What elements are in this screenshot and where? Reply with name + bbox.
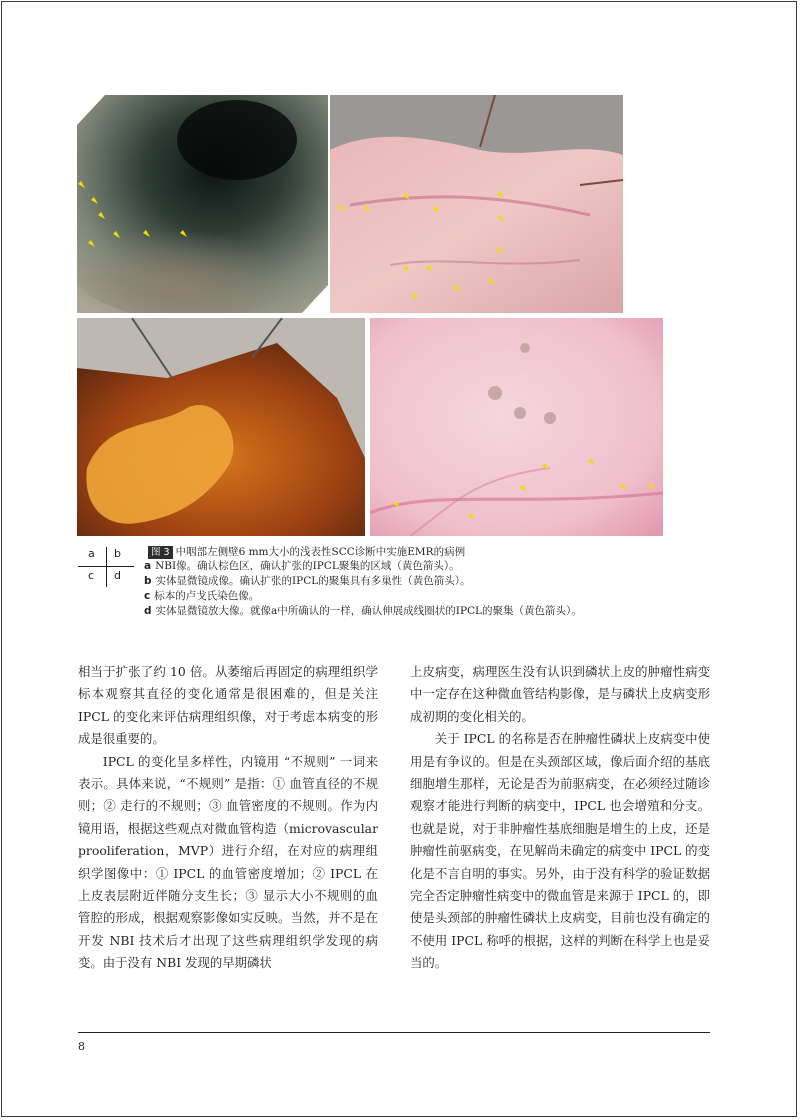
figure-panel-d	[370, 318, 663, 536]
footer-rule	[78, 1032, 710, 1033]
caption-item-b	[144, 574, 471, 588]
caption-text: NBI像。确认棕色区，确认扩张的IPCL聚集的区域（黄色箭头）。	[155, 560, 460, 572]
left-column	[78, 661, 378, 975]
figure-title: 中咽部左侧壁6 mm大小的浅表性SCC诊断中实施EMR的病例	[175, 546, 466, 558]
caption-item-a	[144, 559, 460, 573]
body-paragraph: 关于 IPCL 的名称是否在肿瘤性磷状上皮病变中使用是有争议的。但是在头颈部区域，像后面介绍的基底细胞增生那样，无论是否为前驱病变，在必须经过随诊观察才能进行判断的病变中，IPCL 也会增殖和分支。也就是说，对于非肿瘤性基底细胞是增生的上皮，还是肿瘤性前驱病变，在见解尚未确定的病变中 IPCL 的变化是不言自明的事实。另外，由于没有科学的验证数据完全否定肿瘤性病变中的微血管是来源于 IPCL 的，即使是头颈部的肿瘤性磷状上皮病变，目前也没有确定的不使用 IPCL 称呼的根据，这样的判断在科学上也是妥当的。	[410, 731, 710, 971]
body-paragraph: IPCL 的变化呈多样性，内镜用 “不规则” 一词来表示。具体来说，“不规则” 是指：① 血管直径的不规则；② 走行的不规则；③ 血管密度的不规则。作为内镜用语，根据这些观点对微血管构造（microvascular prooliferation，MVP）进行介绍，在对应的病理组织学图像中：① IPCL 的血管密度增加；② IPCL 在上皮表层附近伴随分支生长；③ 显示大小不规则的血管腔的形成，根据观察影像如实反映。当然，并不是在开发 NBI 技术后才出现了这些病理组织学发现的病变。由于没有 NBI 发现的早期磷状	[78, 753, 378, 971]
caption-letter: a	[144, 560, 152, 572]
right-column	[410, 661, 710, 975]
grid-vertical-line-top	[106, 547, 107, 566]
panel-letter-a: a	[88, 547, 95, 560]
caption-item-d	[144, 604, 582, 618]
grid-vertical-line-bottom	[106, 567, 107, 587]
panel-letter-d: d	[114, 569, 121, 582]
caption-letter: d	[144, 605, 152, 617]
body-paragraph: 上皮病变，病理医生没有认识到磷状上皮的肿瘤性病变中一定存在这种微血管结构影像，是与磷状上皮病变形成初期的变化相关的。	[410, 664, 710, 724]
caption-text: 标本的卢戈氏染色像。	[154, 590, 260, 602]
panel-letter-grid	[78, 547, 136, 587]
figure-caption-title	[148, 544, 465, 559]
caption-text: 实体显微镜放大像。就像a中所确认的一样，确认伸展成线圈状的IPCL的聚集（黄色箭头）。	[155, 605, 582, 617]
page-number: 8	[78, 1040, 85, 1053]
panel-letter-b: b	[114, 547, 121, 560]
figure-panel-a	[77, 95, 328, 313]
caption-letter: c	[144, 590, 151, 602]
caption-letter: b	[144, 575, 152, 587]
caption-text: 实体显微镜成像。确认扩张的IPCL的聚集具有多巢性（黄色箭头）。	[155, 575, 471, 587]
body-paragraph: 相当于扩张了约 10 倍。从萎缩后再固定的病理组织学标本观察其直径的变化通常是很困难的，但是关注 IPCL 的变化来评估病理组织像，对于考虑本病变的形成是很重要的。	[78, 664, 378, 747]
figure-panel-b	[330, 95, 623, 313]
figure-badge: 图 3	[148, 546, 173, 559]
panel-letter-c: c	[88, 569, 95, 582]
figure-panel-c	[77, 318, 365, 536]
caption-item-c	[144, 589, 259, 603]
